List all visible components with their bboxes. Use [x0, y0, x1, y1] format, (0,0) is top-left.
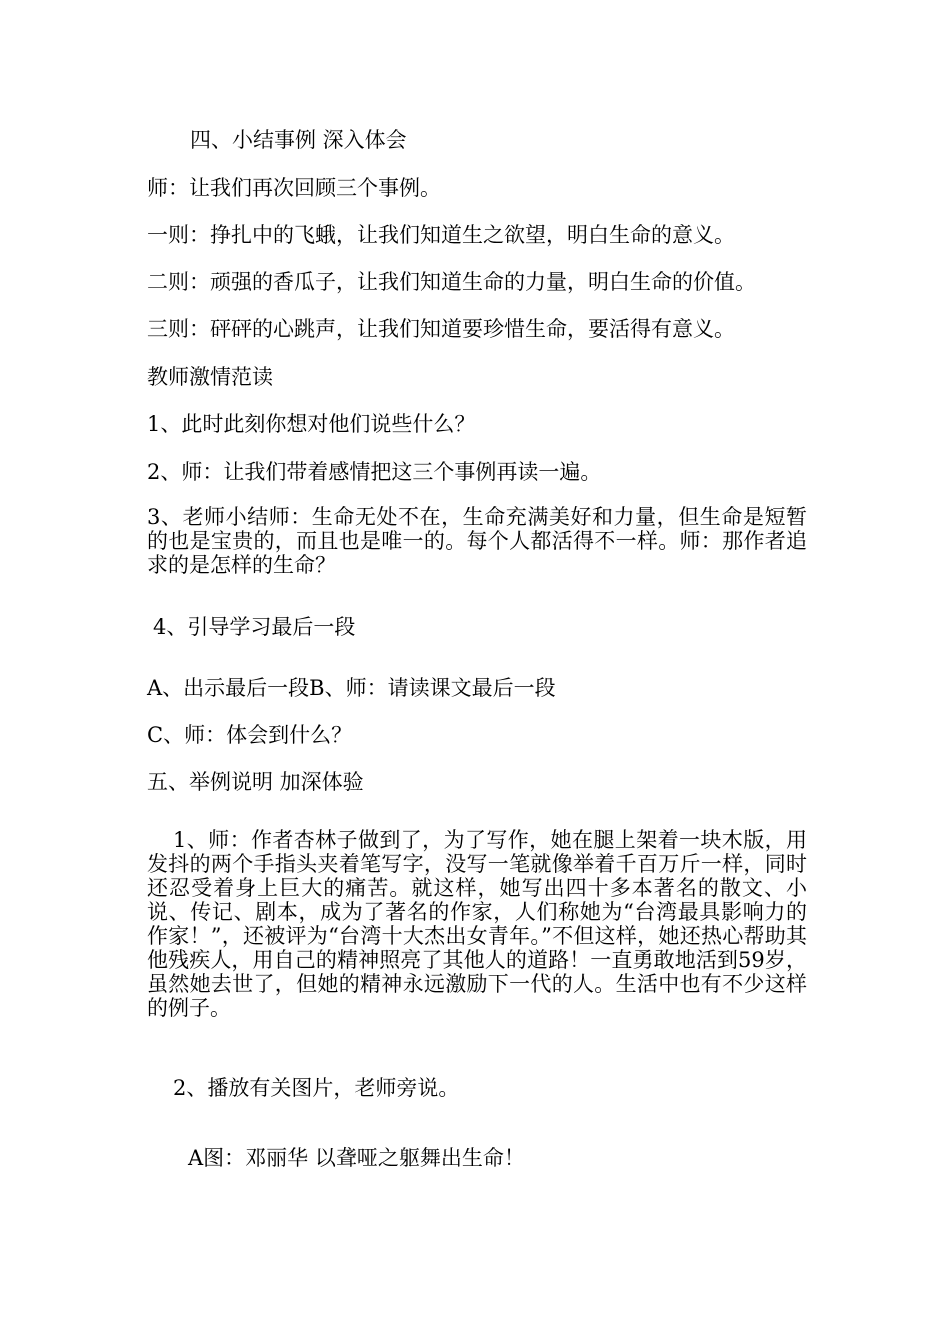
section-heading-4: 四、小结事例 深入体会 [190, 128, 407, 152]
summary-paragraph: 3、老师小结师：生命无处不在，生命充满美好和力量，但生命是短暂的也是宝贵的，而且也是唯一的。每个人都活得不一样。师：那作者追求的是怎样的生命？ [147, 505, 807, 577]
text-line: 4、引导学习最后一段 [153, 615, 356, 639]
text-line: 教师激情范读 [147, 365, 273, 389]
text-line: 师：让我们再次回顾三个事例。 [147, 176, 441, 200]
section-heading-5: 五、举例说明 加深体验 [147, 770, 364, 794]
text-line: 三则：砰砰的心跳声，让我们知道要珍惜生命，要活得有意义。 [147, 317, 735, 341]
text-line: C、师：体会到什么？ [147, 723, 353, 747]
example-paragraph: 1、师：作者杏林子做到了，为了写作，她在腿上架着一块木版，用发抖的两个手指头夹着笔写字，没写一笔就像举着千百万斤一样，同时还忍受着身上巨大的痛苦。就这样，她写出四十多本著名的散文、小说、传记、剧本，成为了著名的作家，人们称她为“台湾最具影响力的作家！”，还被评为“台湾十大杰出女青年。”不但这样，她还热心帮助其他残疾人，用自己的精神照亮了其他人的道路！一直勇敢地活到59岁，虽然她去世了，但她的精神永远激励下一代的人。生活中也有不少这样的例子。 [147, 828, 807, 1020]
text-line: A、出示最后一段B、师：请读课文最后一段 [147, 676, 556, 700]
text-line: 一则：挣扎中的飞蛾，让我们知道生之欲望，明白生命的意义。 [147, 223, 735, 247]
text-line: 2、播放有关图片，老师旁说。 [173, 1076, 460, 1100]
text-line: 二则：顽强的香瓜子，让我们知道生命的力量，明白生命的价值。 [147, 270, 756, 294]
text-line: A图：邓丽华 以聋哑之躯舞出生命！ [188, 1146, 525, 1170]
text-line: 2、师：让我们带着感情把这三个事例再读一遍。 [147, 460, 602, 484]
text-line: 1、此时此刻你想对他们说些什么？ [147, 412, 476, 436]
